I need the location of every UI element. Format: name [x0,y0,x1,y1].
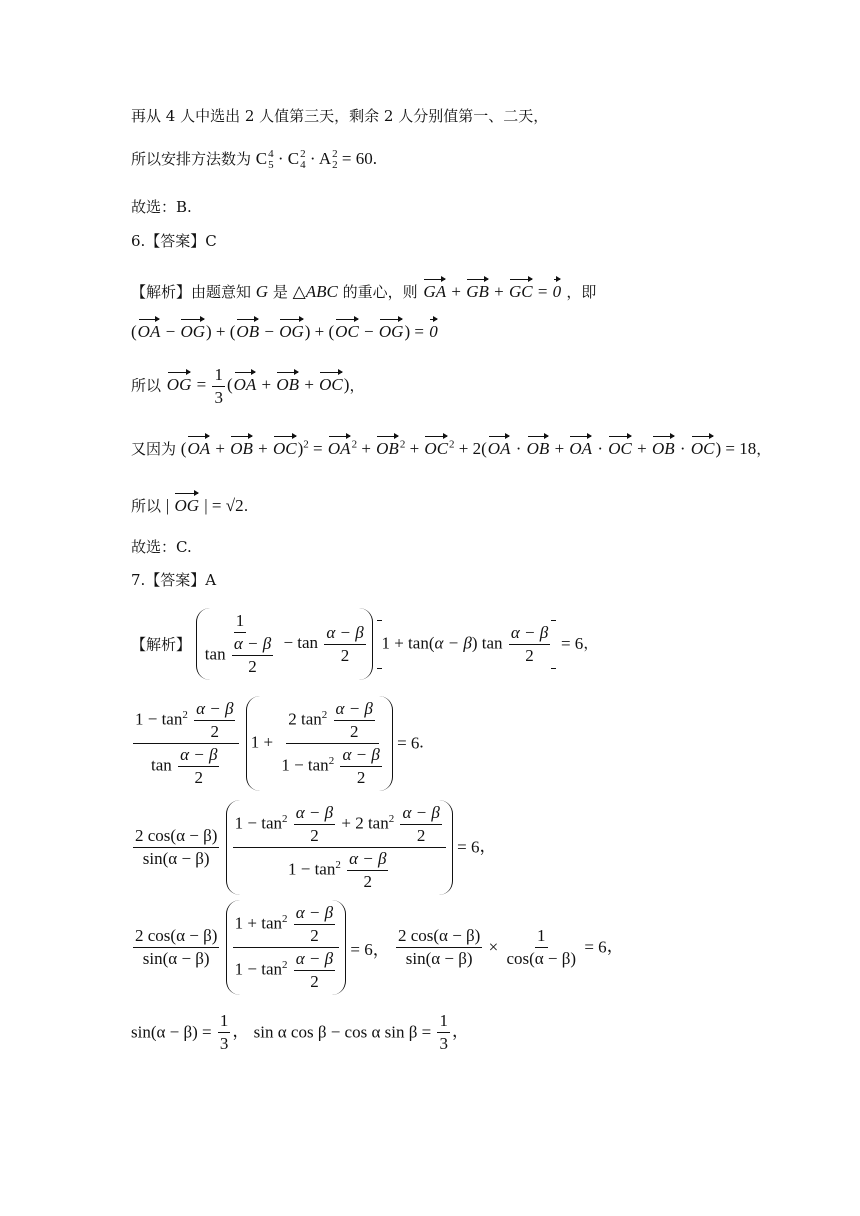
formula-count: C 4 5 · C 2 4 · A 2 2 = 60. [255,148,377,172]
vector-oa: OA [138,316,161,342]
vector-oa: OA [234,369,257,395]
answer-6-heading: 6.【答案】C [131,232,217,250]
q6-line-e: 所以 | OG | = √2. [131,490,248,516]
vector-og: OG [180,316,205,342]
formula-result: = 60 [341,149,373,168]
paren-group: 1 tan $\frac{\alpha - \beta}{2}$ − tan $\frac{\alpha - \beta}{2}$ [196,608,373,680]
fraction-one-third: $\frac{1}{3}$ [214,365,223,407]
vector-og: OG [167,369,192,395]
formula-result: = 18 [725,439,757,458]
vector-og: OG [379,316,404,342]
q6-line-a: 【解析】由题意知 G 是 △ABC 的重心，则 GA + GB + GC = 0 ，即 [131,276,596,302]
answer-7-heading: 7.【答案】A [131,571,217,589]
symbol-g: G [255,282,269,301]
text: ，即 [566,283,597,301]
q7-line-b: $1 - \tan^2$ $\frac{\alpha - \beta}{2}$ tan $\frac{\alpha - \beta}{2}$ 1 + 2 $\tan^2$ $\frac{\alpha - \beta}{2}$ $1 - \tan^2$ $\frac{\alpha - \beta}{2}$ = 6. [131,696,424,791]
vector-ob: OB [236,316,259,342]
text-line-3: 故选：B. [131,198,192,216]
q6-line-c: 所以 OG = $\frac{1}{3}$ (OA + OB + OC)， [131,365,365,407]
text: 所以 [131,497,162,515]
vector-og: OG [174,490,199,516]
q7-line-c: $\frac{2 \cos(\alpha - \beta)}{\sin(\alpha - \beta)}$ $1 - \tan^2$ $\frac{\alpha - \beta}{2}$ + 2 $\tan^2$ $\frac{\alpha - \beta}{2}$ $1 - \tan^2$ $\frac{\alpha - \beta}{2}$ = 6， [131,800,496,895]
symbol-triangle: △ABC [292,282,338,301]
vector-oc: OC [319,369,343,395]
vector-og: OG [279,316,304,342]
text: 所以 [131,376,162,395]
text-prefix: 所以安排方法数为 [131,150,252,168]
text: 是 [272,283,288,301]
vector-ga: GA [423,276,446,302]
vector-oc: OC [335,316,359,342]
vector-ob: OB [276,369,299,395]
q6-line-b: (OA − OG) + (OB − OG) + (OC − OG) = 0 [131,316,439,342]
text-line-q6-end: 故选：C. [131,538,192,556]
text-line-1: 再从 4 人中选出 2 人值第三天，剩余 2 人分别值第一、二天， [131,107,549,125]
q7-line-a: 【解析】 1 tan $\frac{\alpha - \beta}{2}$ − tan $\frac{\alpha - \beta}{2}$ 1 + tan(α − β) tan $\frac{\alpha - \beta}{2}$ = 6， [131,608,598,680]
vector-zero: 0 [553,276,562,302]
text-line-2 [131,149,377,171]
vector-gc: GC [509,276,533,302]
bracket-group: 1 + tan(α − β) tan $\frac{\alpha - \beta}{2}$ [377,620,556,669]
q7-line-e: sin(α − β) = $\frac{1}{3}$ ， sin α cos β − cos α sin β = $\frac{1}{3}$ ， [131,1011,469,1053]
vector-gb: GB [466,276,489,302]
q6-line-d: 又因为 (OA + OB + $OC)^2 = OA^2 + OB^2 + OC^2 + 2(OA$ · OB + OA · OC + OB · OC) = 18， [131,433,771,459]
text: 【解析】 [131,635,192,654]
sqrt-two: √2 [225,496,244,515]
text: 的重心，则 [342,283,418,301]
q7-line-d: $\frac{2 \cos(\alpha - \beta)}{\sin(\alpha - \beta)}$ $1 + \tan^2$ $\frac{\alpha - \beta}{2}$ $1 - \tan^2$ $\frac{\alpha - \beta}{2}$ = 6， $\frac{2 \cos(\alpha - \beta)}{\sin(\alpha - \beta)}$ × $\frac{1}{\cos(\alpha - \beta)}$ = 6， [131,900,624,995]
text: 又因为 [131,440,177,458]
text: 【解析】由题意知 [131,283,252,301]
vector-zero: 0 [429,316,438,342]
